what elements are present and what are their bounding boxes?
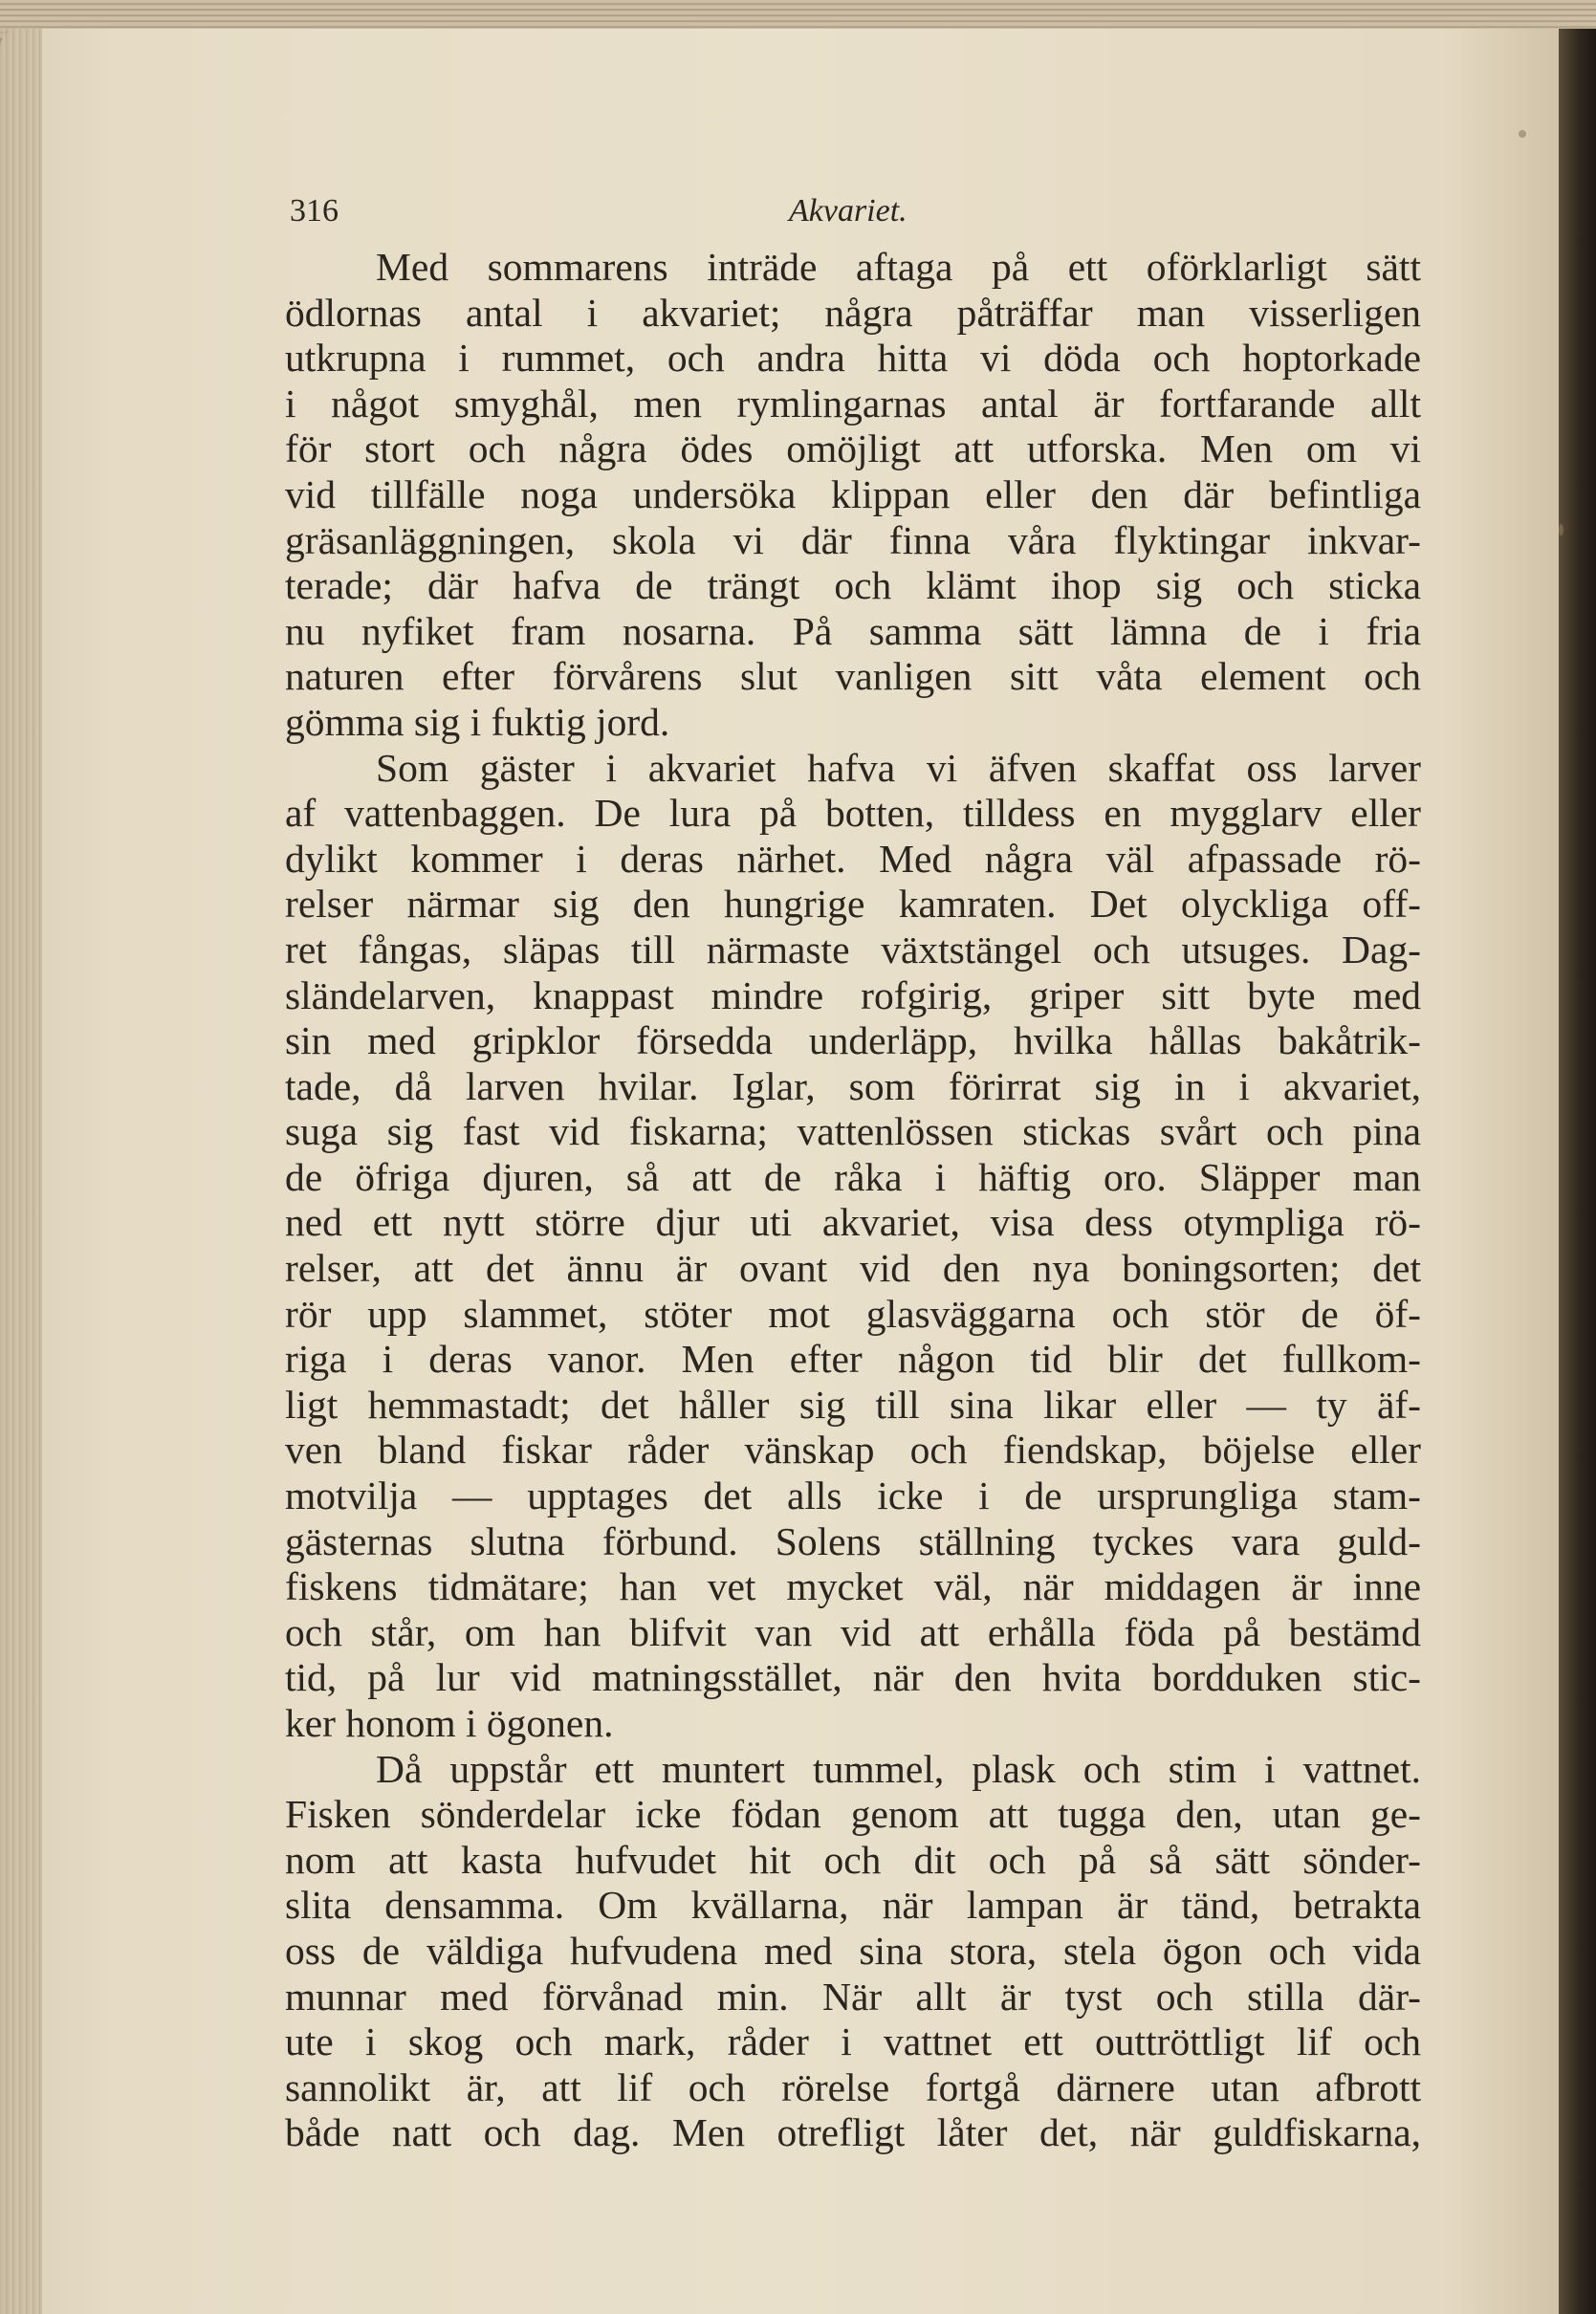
text-line: tid, på lur vid matningsstället, när den hvita bordduken stic-	[285, 1655, 1421, 1700]
text-line: dylikt kommer i deras närhet. Med några väl afpassade rö-	[285, 836, 1421, 881]
text-line: relser, att det ännu är ovant vid den nya boningsorten; det	[285, 1246, 1421, 1291]
text-line: för stort och några ödes omöjligt att utforska. Men om vi	[285, 426, 1421, 471]
book-gutter-shadow	[1559, 29, 1596, 2314]
text-line: Då uppstår ett muntert tummel, plask och stim i vattnet.	[376, 1746, 1421, 1791]
page-stack-left-edge	[0, 29, 42, 2314]
text-line: suga sig fast vid fiskarna; vattenlössen stickas svårt och pina	[285, 1109, 1421, 1154]
text-line: ute i skog och mark, råder i vattnet ett outtröttligt lif och	[285, 2019, 1421, 2064]
running-header	[290, 193, 1409, 241]
text-line: Fisken sönderdelar icke födan genom att tugga den, utan ge-	[285, 1792, 1421, 1837]
text-line: motvilja — upptages det alls icke i de ursprungliga stam-	[285, 1474, 1421, 1518]
paper-speck	[1559, 524, 1563, 535]
text-line: de öfriga djuren, så att de råka i häftig oro. Släpper man	[285, 1154, 1421, 1199]
text-line: sländelarven, knappast mindre rofgirig, griper sitt byte med	[285, 972, 1421, 1017]
text-line: riga i deras vanor. Men efter någon tid blir det fullkom-	[285, 1337, 1421, 1382]
text-line: både natt och dag. Men otrefligt låter det, när guldfiskarna,	[285, 2110, 1421, 2155]
text-line: sin med gripklor försedda underläpp, hvilka hållas bakåtrik-	[285, 1018, 1421, 1063]
running-title: Akvariet.	[789, 193, 907, 229]
paper-speck	[1519, 130, 1526, 138]
text-line: i något smyghål, men rymlingarnas antal är fortfarande allt	[285, 381, 1421, 426]
text-line: munnar med förvånad min. När allt är tyst och stilla där-	[285, 1974, 1421, 2019]
text-line: ödlornas antal i akvariet; några påträffar man visserligen	[285, 290, 1421, 335]
text-line: sannolikt är, att lif och rörelse fortgå därnere utan afbrott	[285, 2064, 1421, 2109]
text-line: gömma sig i fuktig jord.	[285, 699, 670, 744]
text-line: nu nyfiket fram nosarna. På samma sätt lämna de i fria	[285, 608, 1421, 653]
text-line: tade, då larven hvilar. Iglar, som förirrat sig in i akvariet,	[285, 1063, 1421, 1108]
text-line: vid tillfälle noga undersöka klippan eller den där befintliga	[285, 471, 1421, 516]
text-line: oss de väldiga hufvudena med sina stora, stela ögon och vida	[285, 1928, 1421, 1973]
text-line: och står, om han blifvit van vid att erhålla föda på bestämd	[285, 1609, 1421, 1654]
text-line: ker honom i ögonen.	[285, 1701, 614, 1745]
body-text	[285, 245, 1421, 2156]
text-line: rör upp slammet, stöter mot glasväggarna och stör de öf-	[285, 1291, 1421, 1336]
text-line: nom att kasta hufvudet hit och dit och på så sätt sönder-	[285, 1837, 1421, 1882]
text-line: ned ett nytt större djur uti akvariet, visa dess otympliga rö-	[285, 1200, 1421, 1245]
text-line: ligt hemmastadt; det håller sig till sina likar eller — ty äf-	[285, 1382, 1421, 1427]
text-line: terade; där hafva de trängt och klämt ihop sig och sticka	[285, 563, 1421, 608]
text-line: fiskens tidmätare; han vet mycket väl, när middagen är inne	[285, 1564, 1421, 1609]
text-line: af vattenbaggen. De lura på botten, tilldess en mygglarv eller	[285, 791, 1421, 836]
text-line: slita densamma. Om kvällarna, när lampan är tänd, betrakta	[285, 1883, 1421, 1928]
text-line: relser närmar sig den hungrige kamraten. Det olyckliga off-	[285, 882, 1421, 927]
text-line: ret fångas, släpas till närmaste växtstängel och utsuges. Dag-	[285, 927, 1421, 971]
text-line: gästernas slutna förbund. Solens ställning tyckes vara guld-	[285, 1518, 1421, 1563]
text-line: naturen efter förvårens slut vanligen sitt våta element och	[285, 654, 1421, 699]
text-line: utkrupna i rummet, och andra hitta vi döda och hoptorkade	[285, 336, 1421, 381]
text-line: gräsanläggningen, skola vi där finna våra flyktingar inkvar-	[285, 517, 1421, 562]
text-line: Med sommarens inträde aftaga på ett oförklarligt sätt	[376, 245, 1421, 289]
text-line: Som gäster i akvariet hafva vi äfven skaffat oss larver	[376, 745, 1421, 790]
page-number: 316	[290, 193, 339, 229]
text-line: ven bland fiskar råder vänskap och fiendskap, böjelse eller	[285, 1428, 1421, 1473]
